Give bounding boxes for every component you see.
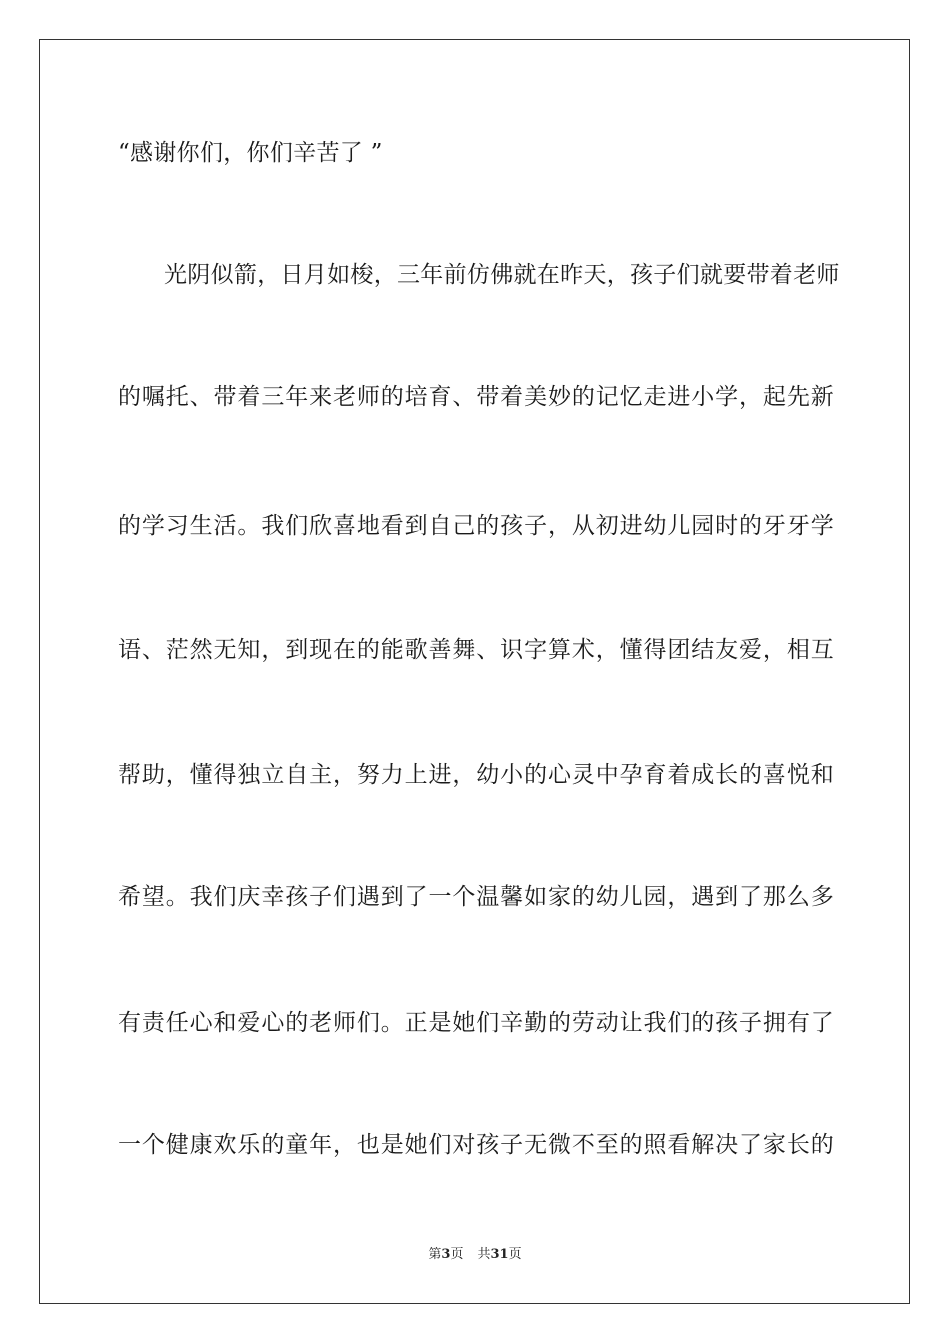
page-number: 3	[441, 1247, 451, 1262]
page-prefix: 第	[428, 1247, 442, 1262]
page-suffix: 页	[450, 1247, 464, 1262]
quote-line: “感谢你们，你们辛苦了 ”	[118, 140, 383, 166]
paragraph-line-5: 帮助，懂得独立自主，努力上进，幼小的心灵中孕育着成长的喜悦和	[118, 762, 834, 788]
paragraph-line-3: 的学习生活。我们欣喜地看到自己的孩子，从初进幼儿园时的牙牙学	[118, 513, 834, 539]
total-pages: 31	[490, 1247, 509, 1262]
page-border	[39, 39, 910, 1304]
paragraph-line-2: 的嘱托、带着三年来老师的培育、带着美妙的记忆走进小学，起先新	[118, 384, 834, 410]
paragraph-line-8: 一个健康欢乐的童年，也是她们对孩子无微不至的照看解决了家长的	[118, 1132, 834, 1158]
total-prefix: 共	[477, 1247, 491, 1262]
total-suffix: 页	[508, 1247, 522, 1262]
paragraph-line-4: 语、茫然无知，到现在的能歌善舞、识字算术，懂得团结友爱，相互	[118, 637, 834, 663]
paragraph-line-6: 希望。我们庆幸孩子们遇到了一个温馨如家的幼儿园，遇到了那么多	[118, 884, 834, 910]
paragraph-line-7: 有责任心和爱心的老师们。正是她们辛勤的劳动让我们的孩子拥有了	[118, 1010, 834, 1036]
page-footer	[0, 1246, 950, 1264]
paragraph-line-1: 光阴似箭，日月如梭，三年前仿佛就在昨天，孩子们就要带着老师	[164, 262, 840, 288]
